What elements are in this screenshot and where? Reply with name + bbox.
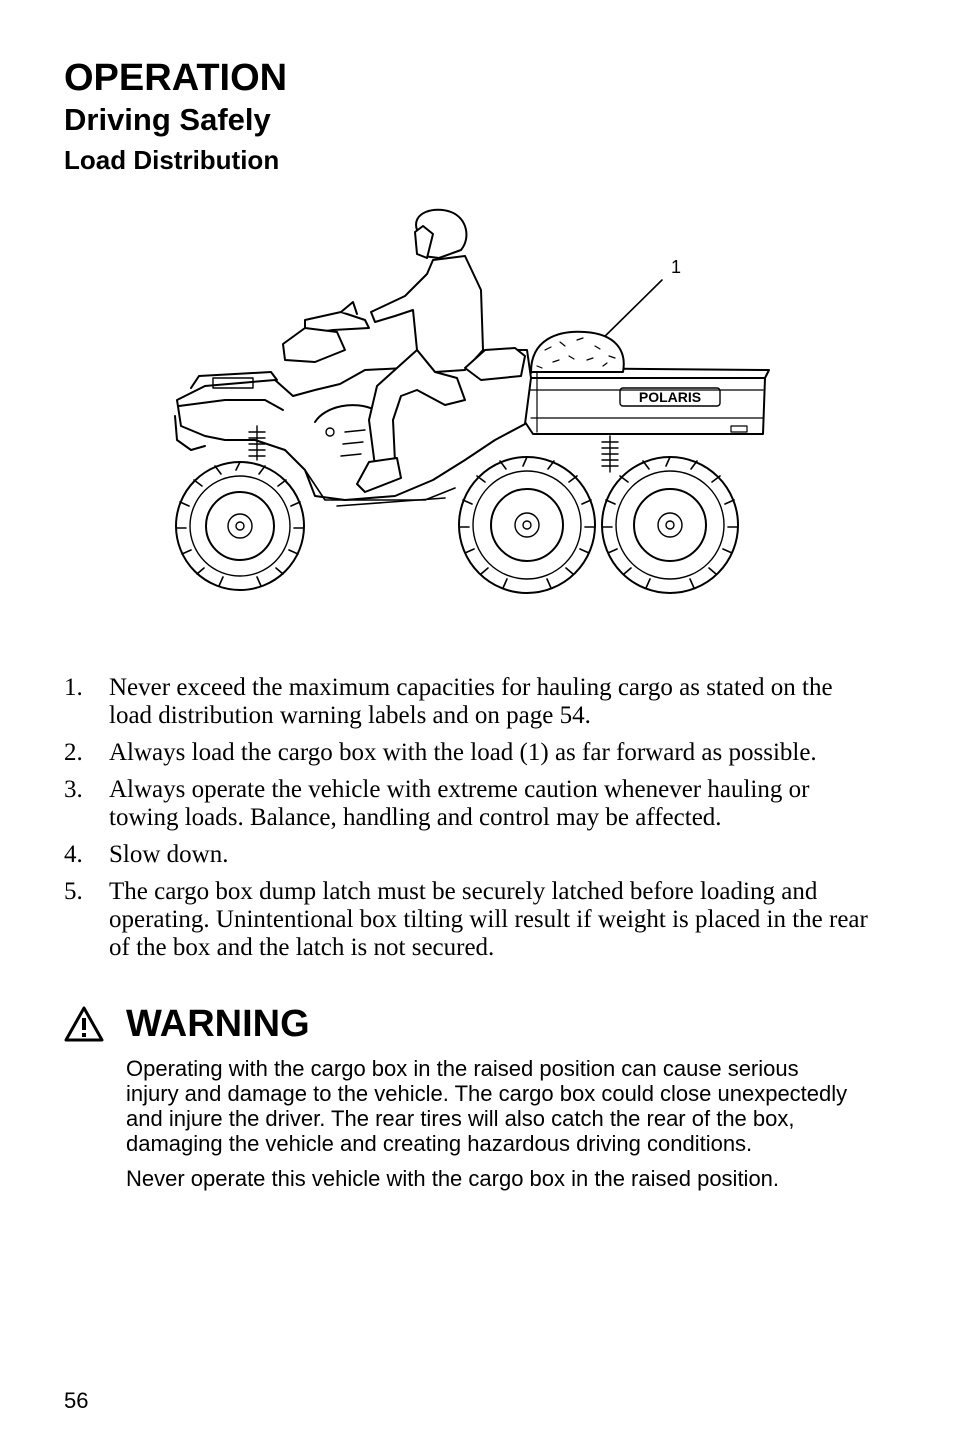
list-item: [64, 776, 874, 832]
list-item-number: 4.: [64, 841, 83, 868]
warning-paragraph: Operating with the cargo box in the raised position can cause serious injury and damage to the vehicle. The cargo box could close unexpectedly and injure the driver. The rear tires will also catch the rear of the box, damaging the vehicle and creating hazardous driving conditions.: [126, 1056, 848, 1156]
list-item: [64, 841, 874, 869]
list-item: [64, 674, 874, 730]
load-distribution-steps: [64, 674, 874, 971]
rear-wheel: [602, 457, 738, 593]
warning-paragraph: Never operate this vehicle with the cargo box in the raised position.: [126, 1166, 780, 1191]
page-number: 56: [64, 1388, 89, 1413]
rear-suspension: [602, 436, 618, 472]
list-item-text: Always operate the vehicle with extreme caution whenever hauling or towing loads. Balance, handling and control may be affected.: [109, 776, 810, 831]
list-item-number: 3.: [64, 776, 83, 803]
list-item: [64, 739, 874, 767]
list-item-text: Slow down.: [109, 841, 229, 868]
warning-title: WARNING: [126, 1003, 310, 1045]
front-wheel: [176, 462, 304, 590]
callout-label: 1: [671, 257, 682, 277]
list-item-number: 1.: [64, 674, 83, 701]
list-item-text: Always load the cargo box with the load (1) as far forward as possible.: [109, 739, 817, 766]
warning-body: [126, 1056, 856, 1201]
list-item-text: Never exceed the maximum capacities for hauling cargo as stated on the load distribution warning labels and on page 54.: [109, 674, 833, 729]
cargo-load: [531, 332, 624, 372]
list-item-number: 2.: [64, 739, 83, 766]
list-item: [64, 878, 874, 962]
list-item-text: The cargo box dump latch must be securely latched before loading and operating. Unintentional box tilting will result if weight is placed in the rear of the box and the latch is not secured.: [109, 878, 868, 961]
atv-load-illustration: [165, 200, 775, 610]
middle-wheel: [459, 457, 595, 593]
svg-text:POLARIS: POLARIS: [638, 389, 702, 405]
topic-title: Load Distribution: [64, 145, 280, 175]
warning-triangle-icon: [64, 1006, 104, 1042]
warning-header: [64, 1000, 310, 1048]
section-title: OPERATION: [64, 57, 288, 99]
subsection-title: Driving Safely: [64, 102, 271, 137]
list-item-number: 5.: [64, 878, 83, 905]
